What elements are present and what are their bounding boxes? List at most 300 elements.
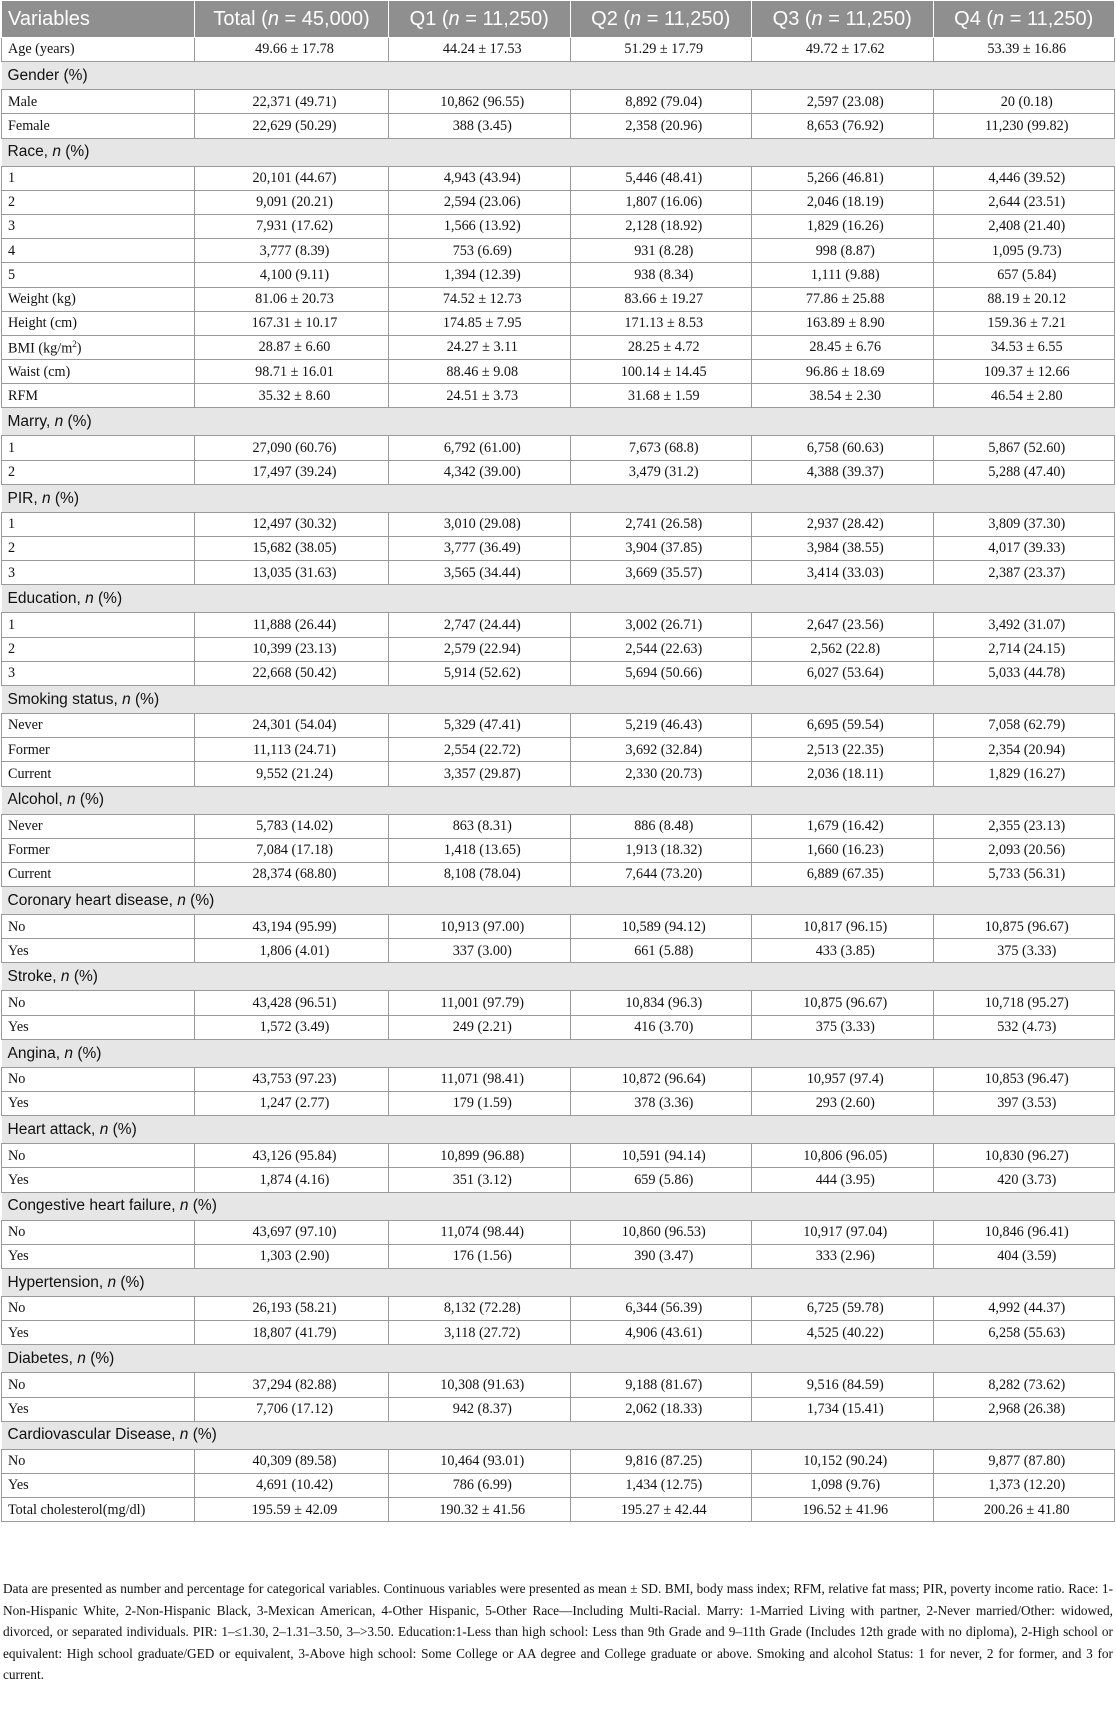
table-row bbox=[2, 838, 1115, 862]
table-cell: 942 (8.37) bbox=[389, 1397, 571, 1421]
table-row bbox=[2, 239, 1115, 263]
table-cell: 6,889 (67.35) bbox=[752, 862, 934, 886]
row-label bbox=[2, 713, 195, 737]
table-cell: 100.14 ± 14.45 bbox=[570, 360, 752, 384]
table-cell: 11,230 (99.82) bbox=[933, 114, 1115, 138]
section-label-text: Congestive heart failure, bbox=[7, 1197, 180, 1215]
row-label-text: Yes bbox=[8, 1400, 29, 1417]
table-cell: 43,428 (96.51) bbox=[195, 991, 389, 1015]
header-group-name: Total bbox=[213, 7, 256, 30]
table-row bbox=[2, 166, 1115, 190]
table-cell: 4,943 (43.94) bbox=[389, 166, 571, 190]
table-cell: 4,992 (44.37) bbox=[933, 1296, 1115, 1320]
table-row bbox=[2, 360, 1115, 384]
row-label-text: Current bbox=[8, 765, 52, 782]
row-label-text: Yes bbox=[8, 1324, 29, 1341]
table-cell: 2,036 (18.11) bbox=[752, 762, 934, 786]
header-group-name: Q2 bbox=[591, 7, 618, 30]
table-cell: 3,809 (37.30) bbox=[933, 512, 1115, 536]
section-label bbox=[2, 1268, 1115, 1296]
table-row bbox=[2, 1498, 1115, 1522]
row-label-text: 5 bbox=[8, 266, 16, 283]
table-row bbox=[2, 1473, 1115, 1497]
table-cell: 532 (4.73) bbox=[933, 1015, 1115, 1039]
table-cell: 388 (3.45) bbox=[389, 114, 571, 138]
table-cell: 8,132 (72.28) bbox=[389, 1296, 571, 1320]
table-cell: 3,010 (29.08) bbox=[389, 512, 571, 536]
table-cell: 3,777 (8.39) bbox=[195, 239, 389, 263]
row-label bbox=[2, 862, 195, 886]
table-cell: 3,904 (37.85) bbox=[570, 537, 752, 561]
table-row bbox=[2, 1144, 1115, 1168]
row-label bbox=[2, 166, 195, 190]
table-cell: 28.25 ± 4.72 bbox=[570, 335, 752, 359]
table-row bbox=[2, 939, 1115, 963]
row-label-text: No bbox=[8, 1376, 26, 1393]
header-q4: Q4 (n = 11,250) bbox=[933, 1, 1115, 38]
section-label-text: Gender (%) bbox=[7, 66, 88, 84]
table-cell: 10,830 (96.27) bbox=[933, 1144, 1115, 1168]
table-cell: 28.45 ± 6.76 bbox=[752, 335, 934, 359]
row-label-text: 2 bbox=[8, 464, 16, 481]
table-row bbox=[2, 512, 1115, 536]
table-cell: 5,266 (46.81) bbox=[752, 166, 934, 190]
table-cell: 1,394 (12.39) bbox=[389, 263, 571, 287]
table-cell: 109.37 ± 12.66 bbox=[933, 360, 1115, 384]
table-cell: 5,694 (50.66) bbox=[570, 661, 752, 685]
table-cell: 2,714 (24.15) bbox=[933, 637, 1115, 661]
table-cell: 351 (3.12) bbox=[389, 1168, 571, 1192]
row-label-text: 1 bbox=[8, 439, 16, 456]
table-row bbox=[2, 214, 1115, 238]
table-cell: 1,806 (4.01) bbox=[195, 939, 389, 963]
row-label-text: No bbox=[8, 1224, 26, 1241]
section-label-text: Race, bbox=[7, 143, 53, 161]
row-label bbox=[2, 915, 195, 939]
row-label-text: 2 bbox=[8, 194, 16, 211]
table-cell: 4,525 (40.22) bbox=[752, 1321, 934, 1345]
row-label-text: BMI (kg/m bbox=[8, 340, 73, 357]
table-row bbox=[2, 90, 1115, 114]
table-cell: 10,152 (90.24) bbox=[752, 1449, 934, 1473]
table-cell: 886 (8.48) bbox=[570, 814, 752, 838]
section-label-tail: (%) bbox=[188, 1426, 217, 1444]
section-label bbox=[2, 138, 1115, 166]
table-cell: 1,829 (16.26) bbox=[752, 214, 934, 238]
table-row bbox=[2, 713, 1115, 737]
section-label-text: Heart attack, bbox=[7, 1120, 100, 1138]
table-cell: 10,860 (96.53) bbox=[570, 1220, 752, 1244]
section-label-tail: (%) bbox=[85, 1350, 115, 1368]
section-label-tail: (%) bbox=[108, 1120, 137, 1138]
section-label-n: n bbox=[179, 1197, 189, 1215]
table-cell: 49.66 ± 17.78 bbox=[195, 38, 389, 62]
row-label-text: Never bbox=[8, 817, 43, 834]
section-header-row bbox=[2, 963, 1115, 991]
table-cell: 3,002 (26.71) bbox=[570, 613, 752, 637]
table-row bbox=[2, 991, 1115, 1015]
table-cell: 31.68 ± 1.59 bbox=[570, 384, 752, 408]
table-cell: 1,095 (9.73) bbox=[933, 239, 1115, 263]
row-label bbox=[2, 1092, 195, 1116]
table-cell: 83.66 ± 19.27 bbox=[570, 287, 752, 311]
row-label bbox=[2, 263, 195, 287]
section-header-row bbox=[2, 685, 1115, 713]
table-cell: 5,783 (14.02) bbox=[195, 814, 389, 838]
header-n-italic: n bbox=[267, 7, 279, 30]
table-cell: 10,862 (96.55) bbox=[389, 90, 571, 114]
section-label-text: Diabetes, bbox=[7, 1350, 78, 1368]
table-cell: 13,035 (31.63) bbox=[195, 561, 389, 585]
section-label-text: Cardiovascular Disease, bbox=[7, 1426, 180, 1444]
section-header-row bbox=[2, 484, 1115, 512]
section-header-row bbox=[2, 1345, 1115, 1373]
row-label-text: 1 bbox=[8, 170, 16, 187]
section-label-n: n bbox=[122, 690, 131, 708]
table-cell: 20 (0.18) bbox=[933, 90, 1115, 114]
section-header-row bbox=[2, 138, 1115, 166]
table-row bbox=[2, 561, 1115, 585]
table-cell: 938 (8.34) bbox=[570, 263, 752, 287]
table-cell: 53.39 ± 16.86 bbox=[933, 38, 1115, 62]
table-cell: 37,294 (82.88) bbox=[195, 1373, 389, 1397]
table-cell: 98.71 ± 16.01 bbox=[195, 360, 389, 384]
section-label bbox=[2, 685, 1115, 713]
row-label-text: No bbox=[8, 1453, 26, 1470]
section-label-n: n bbox=[85, 590, 94, 608]
table-cell: 5,033 (44.78) bbox=[933, 661, 1115, 685]
table-cell: 2,937 (28.42) bbox=[752, 512, 934, 536]
table-cell: 375 (3.33) bbox=[752, 1015, 934, 1039]
section-label-n: n bbox=[54, 413, 64, 431]
table-cell: 10,872 (96.64) bbox=[570, 1067, 752, 1091]
table-cell: 9,188 (81.67) bbox=[570, 1373, 752, 1397]
table-cell: 4,100 (9.11) bbox=[195, 263, 389, 287]
table-cell: 163.89 ± 8.90 bbox=[752, 311, 934, 335]
table-cell: 2,387 (23.37) bbox=[933, 561, 1115, 585]
header-n-value: = 11,250 bbox=[465, 7, 543, 30]
table-row bbox=[2, 287, 1115, 311]
row-label-text: Yes bbox=[8, 1248, 29, 1265]
row-label-text: Former bbox=[8, 842, 50, 859]
table-cell: 10,846 (96.41) bbox=[933, 1220, 1115, 1244]
table-cell: 43,697 (97.10) bbox=[195, 1220, 389, 1244]
table-cell: 416 (3.70) bbox=[570, 1015, 752, 1039]
table-cell: 1,807 (16.06) bbox=[570, 190, 752, 214]
section-label-text: PIR, bbox=[7, 489, 42, 507]
section-header-row bbox=[2, 62, 1115, 90]
table-cell: 2,093 (20.56) bbox=[933, 838, 1115, 862]
table-cell: 77.86 ± 25.88 bbox=[752, 287, 934, 311]
table-row bbox=[2, 661, 1115, 685]
row-label-text: 2 bbox=[8, 540, 16, 557]
row-label bbox=[2, 512, 195, 536]
row-label bbox=[2, 214, 195, 238]
row-label-text: No bbox=[8, 994, 26, 1011]
row-label-superscript: 2 bbox=[72, 338, 77, 349]
section-label-n: n bbox=[60, 968, 70, 986]
row-label bbox=[2, 1397, 195, 1421]
table-cell: 753 (6.69) bbox=[389, 239, 571, 263]
table-cell: 3,565 (34.44) bbox=[389, 561, 571, 585]
table-cell: 2,579 (22.94) bbox=[389, 637, 571, 661]
row-label-text: 2 bbox=[8, 641, 16, 658]
table-cell: 10,591 (94.14) bbox=[570, 1144, 752, 1168]
table-cell: 397 (3.53) bbox=[933, 1092, 1115, 1116]
row-label-text: Yes bbox=[8, 1095, 29, 1112]
row-label-text: Weight (kg) bbox=[8, 290, 76, 307]
row-label bbox=[2, 814, 195, 838]
section-header-row bbox=[2, 585, 1115, 613]
section-label bbox=[2, 484, 1115, 512]
table-cell: 7,644 (73.20) bbox=[570, 862, 752, 886]
table-cell: 34.53 ± 6.55 bbox=[933, 335, 1115, 359]
section-label-tail: (%) bbox=[60, 143, 90, 161]
characteristics-table bbox=[1, 0, 1115, 1522]
table-cell: 6,792 (61.00) bbox=[389, 436, 571, 460]
table-cell: 1,734 (15.41) bbox=[752, 1397, 934, 1421]
table-row bbox=[2, 1449, 1115, 1473]
table-cell: 27,090 (60.76) bbox=[195, 436, 389, 460]
row-label-text: Yes bbox=[8, 942, 29, 959]
table-cell: 931 (8.28) bbox=[570, 239, 752, 263]
header-n-italic: n bbox=[811, 7, 823, 30]
table-cell: 3,118 (27.72) bbox=[389, 1321, 571, 1345]
table-cell: 4,906 (43.61) bbox=[570, 1321, 752, 1345]
table-cell: 4,388 (39.37) bbox=[752, 460, 934, 484]
table-cell: 5,446 (48.41) bbox=[570, 166, 752, 190]
section-label-tail: (%) bbox=[185, 891, 215, 909]
table-cell: 5,288 (47.40) bbox=[933, 460, 1115, 484]
table-cell: 444 (3.95) bbox=[752, 1168, 934, 1192]
section-label bbox=[2, 887, 1115, 915]
row-label bbox=[2, 436, 195, 460]
row-label-text: Yes bbox=[8, 1171, 29, 1188]
section-label bbox=[2, 1116, 1115, 1144]
table-row bbox=[2, 114, 1115, 138]
table-cell: 10,899 (96.88) bbox=[389, 1144, 571, 1168]
table-cell: 1,434 (12.75) bbox=[570, 1473, 752, 1497]
row-label bbox=[2, 1067, 195, 1091]
section-label-text: Hypertension, bbox=[7, 1273, 108, 1291]
table-row bbox=[2, 1015, 1115, 1039]
row-label bbox=[2, 1373, 195, 1397]
table-cell: 10,464 (93.01) bbox=[389, 1449, 571, 1473]
section-label-text: Marry, bbox=[7, 413, 55, 431]
table-cell: 10,589 (94.12) bbox=[570, 915, 752, 939]
table-cell: 195.27 ± 42.44 bbox=[570, 1498, 752, 1522]
table-cell: 6,027 (53.64) bbox=[752, 661, 934, 685]
table-cell: 1,913 (18.32) bbox=[570, 838, 752, 862]
table-cell: 998 (8.87) bbox=[752, 239, 934, 263]
table-cell: 1,111 (9.88) bbox=[752, 263, 934, 287]
row-label bbox=[2, 561, 195, 585]
table-row bbox=[2, 460, 1115, 484]
table-cell: 11,113 (24.71) bbox=[195, 738, 389, 762]
row-label-text: Waist (cm) bbox=[8, 363, 71, 380]
section-label-n: n bbox=[77, 1350, 86, 1368]
section-label-tail: (%) bbox=[130, 690, 160, 708]
table-cell: 40,309 (89.58) bbox=[195, 1449, 389, 1473]
header-n-value: = 11,250 bbox=[828, 7, 906, 30]
table-cell: 5,329 (47.41) bbox=[389, 713, 571, 737]
row-label bbox=[2, 239, 195, 263]
table-cell: 6,258 (55.63) bbox=[933, 1321, 1115, 1345]
table-cell: 2,330 (20.73) bbox=[570, 762, 752, 786]
table-cell: 10,817 (96.15) bbox=[752, 915, 934, 939]
table-cell: 2,554 (22.72) bbox=[389, 738, 571, 762]
table-cell: 10,875 (96.67) bbox=[752, 991, 934, 1015]
table-cell: 18,807 (41.79) bbox=[195, 1321, 389, 1345]
table-cell: 22,668 (50.42) bbox=[195, 661, 389, 685]
table-cell: 2,046 (18.19) bbox=[752, 190, 934, 214]
table-cell: 2,597 (23.08) bbox=[752, 90, 934, 114]
table-row bbox=[2, 335, 1115, 359]
table-cell: 1,679 (16.42) bbox=[752, 814, 934, 838]
table-cell: 4,342 (39.00) bbox=[389, 460, 571, 484]
section-label-n: n bbox=[177, 891, 186, 909]
table-cell: 1,247 (2.77) bbox=[195, 1092, 389, 1116]
table-cell: 17,497 (39.24) bbox=[195, 460, 389, 484]
header-group-name: Q4 bbox=[954, 7, 981, 30]
table-cell: 190.32 ± 41.56 bbox=[389, 1498, 571, 1522]
table-cell: 12,497 (30.32) bbox=[195, 512, 389, 536]
table-cell: 6,725 (59.78) bbox=[752, 1296, 934, 1320]
row-label-text: No bbox=[8, 918, 26, 935]
table-row bbox=[2, 1373, 1115, 1397]
table-cell: 2,355 (23.13) bbox=[933, 814, 1115, 838]
table-cell: 10,308 (91.63) bbox=[389, 1373, 571, 1397]
row-label bbox=[2, 1244, 195, 1268]
row-label bbox=[2, 114, 195, 138]
table-cell: 2,647 (23.56) bbox=[752, 613, 934, 637]
table-cell: 24.27 ± 3.11 bbox=[389, 335, 571, 359]
table-cell: 2,747 (24.44) bbox=[389, 613, 571, 637]
section-label-tail: (%) bbox=[188, 1197, 217, 1215]
table-cell: 2,358 (20.96) bbox=[570, 114, 752, 138]
table-cell: 38.54 ± 2.30 bbox=[752, 384, 934, 408]
table-cell: 43,753 (97.23) bbox=[195, 1067, 389, 1091]
row-label bbox=[2, 287, 195, 311]
row-label-text: 3 bbox=[8, 665, 16, 682]
table-row bbox=[2, 1220, 1115, 1244]
table-cell: 433 (3.85) bbox=[752, 939, 934, 963]
table-cell: 404 (3.59) bbox=[933, 1244, 1115, 1268]
section-label-text: Smoking status, bbox=[7, 690, 123, 708]
row-label bbox=[2, 838, 195, 862]
section-label-n: n bbox=[64, 1044, 74, 1062]
section-label-tail: (%) bbox=[63, 413, 92, 431]
table-cell: 28,374 (68.80) bbox=[195, 862, 389, 886]
section-label-n: n bbox=[99, 1120, 109, 1138]
row-label-text: Height (cm) bbox=[8, 315, 77, 332]
table-row bbox=[2, 436, 1115, 460]
table-cell: 15,682 (38.05) bbox=[195, 537, 389, 561]
row-label-text: Never bbox=[8, 717, 43, 734]
table-cell: 659 (5.86) bbox=[570, 1168, 752, 1192]
table-row bbox=[2, 738, 1115, 762]
header-n-value: = 45,000 bbox=[284, 7, 363, 30]
table-cell: 249 (2.21) bbox=[389, 1015, 571, 1039]
table-cell: 3,669 (35.57) bbox=[570, 561, 752, 585]
table-cell: 51.29 ± 17.79 bbox=[570, 38, 752, 62]
table-cell: 10,853 (96.47) bbox=[933, 1067, 1115, 1091]
table-cell: 24.51 ± 3.73 bbox=[389, 384, 571, 408]
row-label-text: Former bbox=[8, 741, 50, 758]
section-label bbox=[2, 786, 1115, 814]
section-label-text: Stroke, bbox=[7, 968, 61, 986]
table-row bbox=[2, 915, 1115, 939]
table-cell: 863 (8.31) bbox=[389, 814, 571, 838]
row-label-text: 1 bbox=[8, 616, 16, 633]
section-header-row bbox=[2, 1268, 1115, 1296]
table-row bbox=[2, 311, 1115, 335]
section-label-n: n bbox=[66, 791, 76, 809]
table-row bbox=[2, 762, 1115, 786]
row-label-text: Yes bbox=[8, 1477, 29, 1494]
header-variables: Variables bbox=[2, 1, 195, 38]
row-label bbox=[2, 1498, 195, 1522]
row-label bbox=[2, 939, 195, 963]
table-row bbox=[2, 1321, 1115, 1345]
table-cell: 2,354 (20.94) bbox=[933, 738, 1115, 762]
table-cell: 44.24 ± 17.53 bbox=[389, 38, 571, 62]
table-cell: 159.36 ± 7.21 bbox=[933, 311, 1115, 335]
table-cell: 74.52 ± 12.73 bbox=[389, 287, 571, 311]
table-cell: 43,126 (95.84) bbox=[195, 1144, 389, 1168]
row-label-text: No bbox=[8, 1147, 26, 1164]
table-cell: 6,758 (60.63) bbox=[752, 436, 934, 460]
table-row bbox=[2, 1168, 1115, 1192]
table-row bbox=[2, 1397, 1115, 1421]
section-header-row bbox=[2, 1421, 1115, 1449]
table-row bbox=[2, 637, 1115, 661]
row-label-text: 1 bbox=[8, 516, 16, 533]
section-label-n: n bbox=[52, 143, 61, 161]
header-n-italic: n bbox=[630, 7, 642, 30]
table-cell: 5,914 (52.62) bbox=[389, 661, 571, 685]
table-cell: 3,984 (38.55) bbox=[752, 537, 934, 561]
table-cell: 22,371 (49.71) bbox=[195, 90, 389, 114]
table-cell: 7,058 (62.79) bbox=[933, 713, 1115, 737]
section-label-n: n bbox=[41, 489, 51, 507]
table-cell: 5,219 (46.43) bbox=[570, 713, 752, 737]
row-label bbox=[2, 460, 195, 484]
row-label-text: 3 bbox=[8, 564, 16, 581]
table-cell: 337 (3.00) bbox=[389, 939, 571, 963]
table-cell: 4,691 (10.42) bbox=[195, 1473, 389, 1497]
table-cell: 2,128 (18.92) bbox=[570, 214, 752, 238]
table-cell: 10,957 (97.4) bbox=[752, 1067, 934, 1091]
table-cell: 3,492 (31.07) bbox=[933, 613, 1115, 637]
header-row bbox=[2, 1, 1115, 38]
section-header-row bbox=[2, 786, 1115, 814]
row-label-text: 3 bbox=[8, 218, 16, 235]
row-label-text: No bbox=[8, 1300, 26, 1317]
row-label bbox=[2, 991, 195, 1015]
row-label bbox=[2, 1321, 195, 1345]
row-label bbox=[2, 311, 195, 335]
section-label bbox=[2, 1192, 1115, 1220]
table-cell: 2,062 (18.33) bbox=[570, 1397, 752, 1421]
row-label-tail: ) bbox=[76, 340, 82, 357]
table-cell: 167.31 ± 10.17 bbox=[195, 311, 389, 335]
table-cell: 174.85 ± 7.95 bbox=[389, 311, 571, 335]
header-n-value: = 11,250 bbox=[646, 7, 724, 30]
table-row bbox=[2, 263, 1115, 287]
table-cell: 2,544 (22.63) bbox=[570, 637, 752, 661]
table-cell: 3,357 (29.87) bbox=[389, 762, 571, 786]
